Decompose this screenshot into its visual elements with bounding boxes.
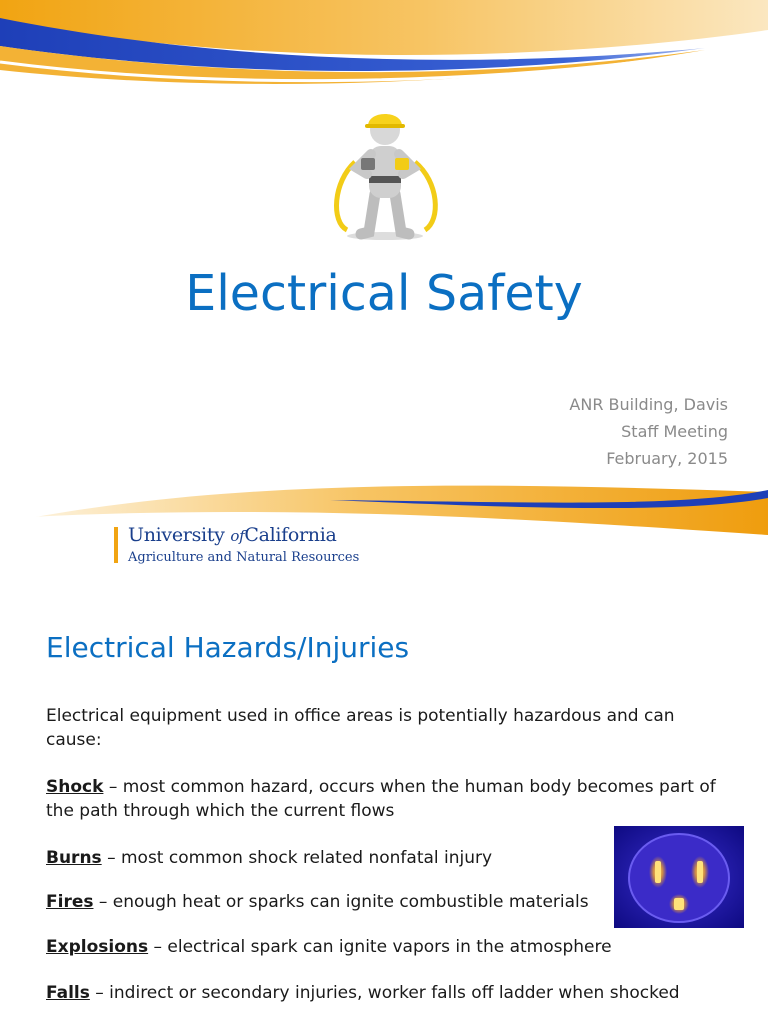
electrician-figure-icon: [325, 102, 445, 242]
top-swoosh-decoration: [0, 0, 768, 90]
logo-bar: [114, 527, 118, 563]
subtitle-date: February, 2015: [606, 449, 728, 468]
hazard-term: Burns: [46, 848, 102, 868]
hazards-title: Electrical Hazards/Injuries: [46, 631, 410, 664]
glowing-outlet-icon: [614, 826, 744, 928]
hazard-term: Fires: [46, 892, 94, 912]
hazard-desc: – most common shock related nonfatal injury: [101, 848, 493, 868]
logo-division: Agriculture and Natural Resources: [128, 550, 360, 565]
hazard-term: Falls: [46, 983, 90, 1003]
hazard-desc: – enough heat or sparks can ignite combustible materials: [93, 892, 589, 912]
hazard-desc: – electrical spark can ignite vapors in the atmosphere: [148, 937, 612, 957]
hazard-item-falls: [46, 981, 716, 1005]
hazards-slide: [0, 576, 768, 1024]
subtitle-location: ANR Building, Davis: [569, 395, 728, 414]
logo-word-of: of: [230, 527, 245, 545]
logo-word-university: University: [128, 524, 225, 546]
hazard-item-explosions: [46, 935, 716, 959]
slide-title: Electrical Safety: [185, 265, 583, 322]
university-logo-name: [128, 524, 337, 546]
logo-word-california: California: [244, 524, 337, 546]
hazard-item-shock: [46, 775, 716, 823]
hazard-desc: – most common hazard, occurs when the human body becomes part of the path through which the current flows: [46, 777, 716, 821]
intro-paragraph: Electrical equipment used in office areas is potentially hazardous and can cause:: [46, 706, 675, 750]
hazard-desc: – indirect or secondary injuries, worker falls off ladder when shocked: [89, 983, 680, 1003]
hazard-term: Shock: [46, 777, 104, 797]
hazard-term: Explosions: [46, 937, 149, 957]
subtitle-event: Staff Meeting: [621, 422, 728, 441]
